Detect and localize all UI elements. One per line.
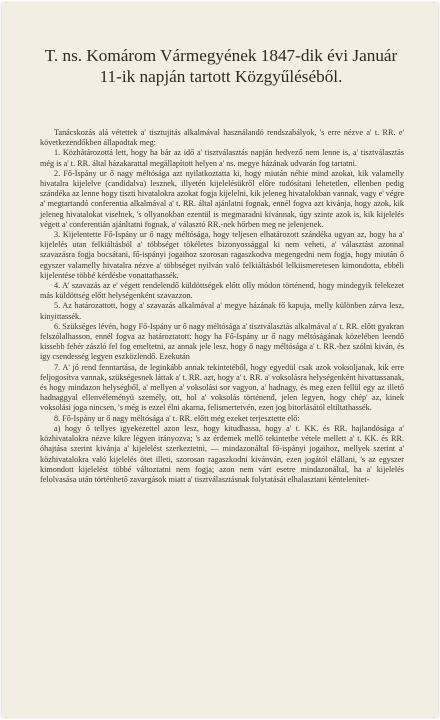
paragraph-4: 4. A' szavazás az e' végett rendelendő küldöttségek előtt olly módon történend, hogy mindegyik felekezet más küldöttség előtt helységenként szavazzon.	[40, 281, 404, 301]
document-page	[2, 3, 438, 717]
paragraph-2: 2. Fő-Ispány ur ő nagy méltósága azt nyilatkoztatta ki, hogy miután néhie mind azokat, kik valamelly hivatalra kijelelve (candidalva) lesznek, illyetén kijelelésükről előre tudósítani lehetetlen, ellenben pedig szándéka az lenne hogy tiszti hivatalokra azokat fogja kijelelni, kik jeleneg hivatalokban vannak, vagy e' végre a' megtartandó conferentia alkalmával a' t. RR. által ajánlatni fognak, ennél fogva azt kivánja, hogy azok, kik jeleneg hivatalokat viselnek, 's ollyanokban ezentül is megmaradni kivánnak, úgy szinte azok is, kik kijelelés végett a' conferentián ajánltatni fognak, a' választó RR.-nek hőrben meg ne jelenjenek.	[40, 168, 404, 229]
paragraph-intro: Tanácskozás alá vétettek a' tisztujitás alkalmával használandó rendszabályok, 's erre nézve a' t. RR. e' következendőkben állapodtak meg:	[40, 128, 404, 148]
document-title: T. ns. Komárom Vármegyének 1847-dik évi Január 11-ik napján tartott Közgyűléséből.	[44, 46, 398, 86]
paragraph-6: 6. Szükséges lévén, hogy Fő-Ispány ur ő nagy méltósága a' tisztválasztás alkalmával a' t. RR. előtt gyakran felszólalhasson, ennél fogva az határoztatott: hogy ha Fő-Ispány ur ő nagy méltóságának közelében leendő kissebb fehér zászló fel fog emeltetni, az annak jele lesz, hogy ő nagy méltósága a' t. RR.-hez szólni kiván, és igy csendesség legyen eszközlendő. Ezekután	[40, 321, 404, 362]
paragraph-5: 5. Az határozattott, hogy a' szavazás alkalmával a' megye házának fő kapuja, melly különben zárva lesz, kinyittassék.	[40, 301, 404, 321]
document-body	[40, 128, 404, 485]
paragraph-1: 1. Közhátározottá lett, hogy ha bár az idő a' tisztválasztás napján hedvező nem lenne is, a' tisztválasztás még is a' t. RR. által házakarattal megállapított helyen a' ns. megye házának udvarán fog tartatni.	[40, 148, 404, 168]
paragraph-8: 8. Fő-Ispány ur ő nagy méltósága a' t. RR. előtt még ezeket terjesztette elő:	[54, 413, 300, 423]
paragraph-3: 3. Kijelentette Fő-Ispány ur ő nagy méltósága, hogy teljesen elhatározott szándéka ugyan az, hogy ha a' kijelelés utan felkiáltásból a' többséget tökéletes bizonyossággal ki nem veheti, a' választást azonnal szavazásra fogja bocsátani, fő-ispányi jogaihoz szorosan ragaszkodva megengedni nem fogja, hogy miután ő egyszer valamelly hivatalra nézve a' többséget nyilván való felkiáltásból lelkiismeretesen kimondotta, ebbéli kijelentése többé kérdésbe vonattathassék.	[40, 230, 404, 280]
paragraph-7: 7. A' jó rend fenntartása, de leginkább annak tekintetéből, hogy egyedül csak azok voksoljanak, kik erre feljogosítva vannak, szükségesnek láttak a' t. RR. azt, hogy a' t. RR. a' voksolásra helységenként hivattassanak, és hogy mindazon helységből, a' mellyen a' voksolási sor vagyon, a' hadnagy, és meg ezen fellül egy az illető hadnaggyal ellenvéleményü személy, ott, hol a' voksolás történend, jelen legyen, hogy chép' az, kinek voksolási joga nincsen, 's még is ezzel élni akarna, felismertetvén, ezen jog bitorlásától eltiltathassék.	[40, 362, 404, 413]
list-item-a: a) hogy ő tellyes igyekezettel azon lesz, hogy kitudhassa, hogy a' t. KK. és RR. hajlandósága a' közhivatalokra nézve kikre légyen irányozva; 's az érdemek mellő tekintetbe vétele mellett a' t. KK. és RR. óhajtása szerint kivánja a' kijelelést szerkeztetni, — mindazonáltal fő-ispányi jogaihoz, mellyek szerint a' közhivatalokra való kijelelés ötet illeti, szorosan ragaszkodni kivánván, ezen jogától elállani, 's az egyszer kimondott kijelelést többé változtatni nem fogja; azon nem várt esetre mindazonáltal, ha a' kijelelés felolvasása után történhető zavargások miatt a' tisztválasztásnak folytatását elhalasztani kéntelenitet-	[40, 423, 404, 484]
